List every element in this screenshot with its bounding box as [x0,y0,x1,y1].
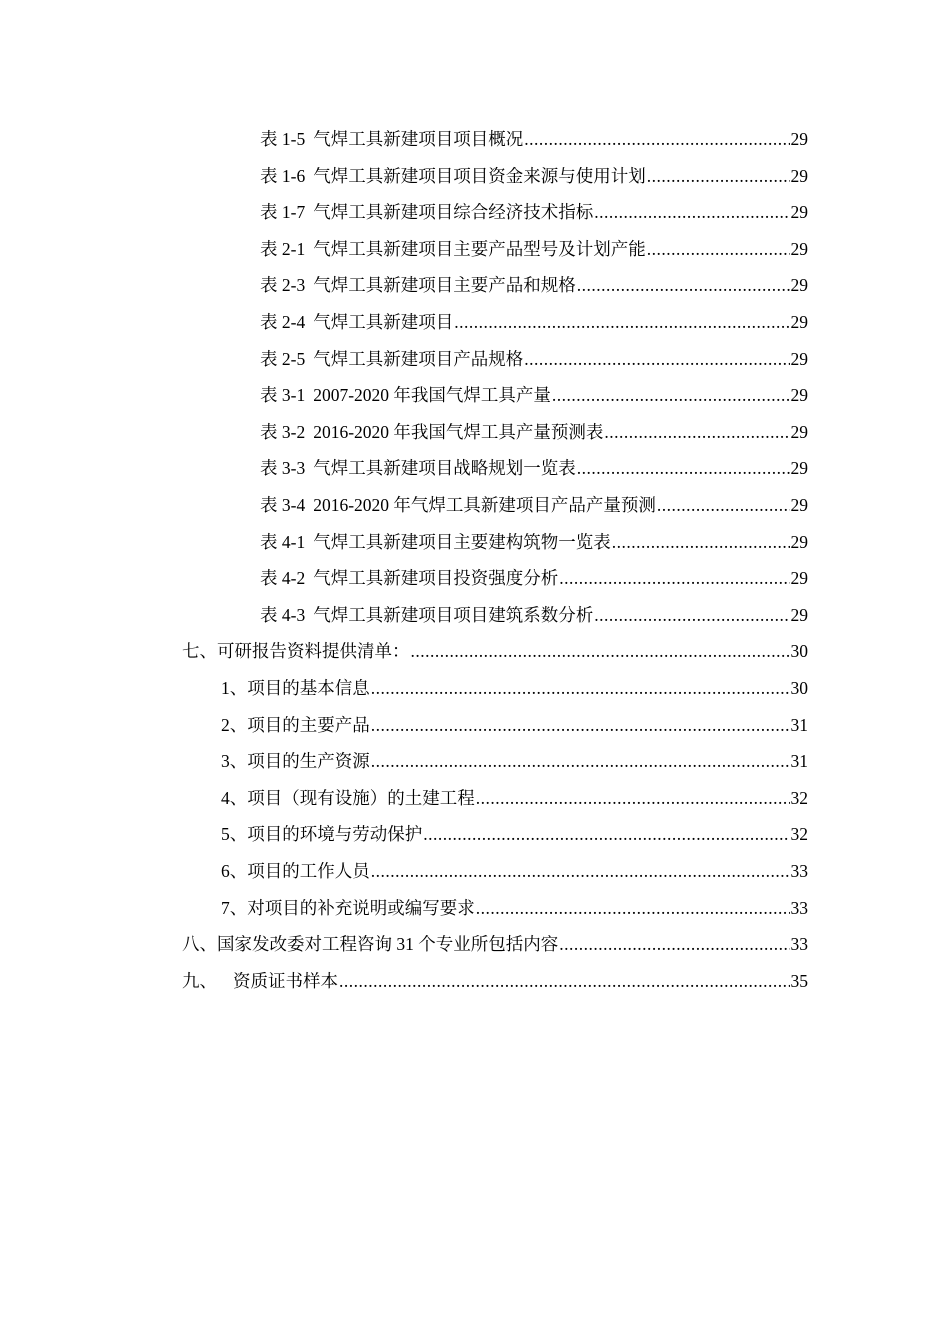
toc-entry-table-2-5[interactable] [260,344,808,374]
toc-entry-page: 29 [790,421,808,442]
toc-entry-label: 表 4-2 [260,568,306,589]
toc-entry-label: 表 2-4 [260,312,306,332]
toc-entry-title: 1、项目的基本信息 [221,678,370,698]
toc-entry-page: 33 [790,934,808,955]
toc-entry-title: 气焊工具新建项目项目概况 [313,129,524,149]
toc-dot-leader [577,453,790,483]
toc-entry-title: 气焊工具新建项目主要产品和规格 [313,275,576,296]
toc-entry-page: 29 [790,495,808,515]
toc-entry-table-3-4[interactable] [260,490,808,520]
toc-entry-title: 气焊工具新建项目综合经济技术指标 [313,202,594,223]
toc-entry-title: 2016-2020 年我国气焊工具产量预测表 [313,421,604,442]
toc-entry-label: 表 1-6 [260,165,306,186]
toc-entry-title: 4、项目（现有设施）的土建工程 [221,787,475,808]
toc-entry-label: 表 3-3 [260,458,306,479]
toc-entry-table-4-2[interactable] [260,563,808,593]
toc-entry-title: 5、项目的环境与劳动保护 [221,824,423,845]
toc-entry-table-3-3[interactable] [260,453,808,483]
toc-entry-title: 资质证书样本 [233,970,338,991]
toc-entry-title: 6、项目的工作人员 [221,861,370,881]
toc-entry-title: 气焊工具新建项目项目资金来源与使用计划 [313,165,646,186]
toc-entry-page: 29 [790,129,808,149]
toc-entry-title: 7、对项目的补充说明或编写要求 [221,897,475,918]
toc-entry-label: 表 4-1 [260,531,306,552]
toc-entry-7-6[interactable] [221,856,808,886]
toc-entry-page: 31 [790,751,808,772]
toc-dot-leader [577,270,790,300]
toc-dot-leader [612,527,790,557]
toc-dot-leader [604,417,789,447]
toc-dot-leader [647,161,790,191]
toc-entry-page: 30 [790,641,808,662]
toc-entry-label: 表 1-5 [260,129,306,149]
toc-entry-page: 29 [790,531,808,552]
toc-entry-page: 29 [790,385,808,406]
toc-entry-page: 33 [790,861,808,881]
toc-entry-label: 表 3-1 [260,385,306,406]
toc-dot-leader [476,783,790,813]
toc-dot-leader [423,819,789,849]
toc-entry-page: 31 [790,714,808,735]
toc-dot-leader [454,307,789,337]
toc-dot-leader [339,966,790,996]
toc-dot-leader [647,234,790,264]
toc-entry-title: 气焊工具新建项目主要产品型号及计划产能 [313,238,646,259]
toc-entry-table-3-1[interactable] [260,380,808,410]
toc-entry-page: 32 [790,787,808,808]
toc-entry-label: 表 1-7 [260,202,306,223]
toc-dot-leader [371,673,790,703]
toc-entry-title: 气焊工具新建项目主要建构筑物一览表 [313,531,611,552]
toc-entry-table-2-4[interactable] [260,307,808,337]
toc-entry-7-5[interactable] [221,819,808,849]
toc-entry-page: 29 [790,458,808,479]
toc-entry-title: 2、项目的主要产品 [221,714,370,735]
toc-entry-title: 气焊工具新建项目项目建筑系数分析 [313,604,594,625]
toc-entry-title: 3、项目的生产资源 [221,751,370,772]
toc-entry-7-2[interactable] [221,710,808,740]
toc-dot-leader [594,197,789,227]
toc-dot-leader [371,746,790,776]
toc-entry-title: 八、国家发改委对工程咨询 31 个专业所包括内容 [182,934,559,955]
toc-dot-leader [371,856,790,886]
toc-entry-page: 29 [790,568,808,589]
toc-entry-title: 2016-2020 年气焊工具新建项目产品产量预测 [313,495,656,515]
toc-entry-title: 气焊工具新建项目投资强度分析 [313,568,559,589]
toc-entry-title: 七、可研报告资料提供清单： [182,641,410,662]
toc-entry-label: 表 3-4 [260,495,306,515]
toc-entry-page: 30 [790,678,808,698]
toc-entry-label: 九、 [182,970,217,991]
toc-entry-page: 29 [790,165,808,186]
toc-dot-leader [657,490,790,520]
toc-entry-7-7[interactable] [221,893,808,923]
toc-entry-page: 29 [790,312,808,332]
toc-entry-table-2-3[interactable] [260,270,808,300]
toc-entry-section-9[interactable] [182,966,808,996]
toc-entry-table-1-6[interactable] [260,161,808,191]
toc-entry-label: 表 2-5 [260,348,306,369]
toc-entry-label: 表 3-2 [260,421,306,442]
toc-entry-page: 29 [790,275,808,296]
toc-entry-section-8[interactable] [182,929,808,959]
toc-entry-table-1-5[interactable] [260,124,808,154]
toc-entry-table-1-7[interactable] [260,197,808,227]
toc-dot-leader [559,563,789,593]
toc-dot-leader [476,893,790,923]
toc-dot-leader [559,929,789,959]
toc-dot-leader [371,710,790,740]
toc-dot-leader [524,344,789,374]
toc-entry-page: 29 [790,348,808,369]
toc-entry-title: 气焊工具新建项目产品规格 [313,348,524,369]
toc-entry-7-4[interactable] [221,783,808,813]
toc-entry-7-1[interactable] [221,673,808,703]
toc-entry-table-2-1[interactable] [260,234,808,264]
toc-entry-7-3[interactable] [221,746,808,776]
toc-entry-page: 29 [790,202,808,223]
toc-entry-title: 气焊工具新建项目 [313,312,454,332]
toc-entry-table-3-2[interactable] [260,417,808,447]
toc-entry-label: 表 2-3 [260,275,306,296]
toc-entry-section-7[interactable] [182,636,808,666]
toc-dot-leader [594,600,789,630]
toc-entry-title: 气焊工具新建项目战略规划一览表 [313,458,576,479]
toc-entry-page: 29 [790,238,808,259]
toc-dot-leader [411,636,790,666]
toc-entry-title: 2007-2020 年我国气焊工具产量 [313,385,551,406]
toc-dot-leader [524,124,789,154]
toc-entry-page: 35 [790,970,808,991]
toc-dot-leader [552,380,790,410]
toc-entry-table-4-3[interactable] [260,600,808,630]
toc-entry-table-4-1[interactable] [260,527,808,557]
toc-entry-page: 32 [790,824,808,845]
toc-entry-label: 表 2-1 [260,238,306,259]
toc-entry-page: 29 [790,604,808,625]
toc-entry-page: 33 [790,897,808,918]
toc-entry-label: 表 4-3 [260,604,306,625]
